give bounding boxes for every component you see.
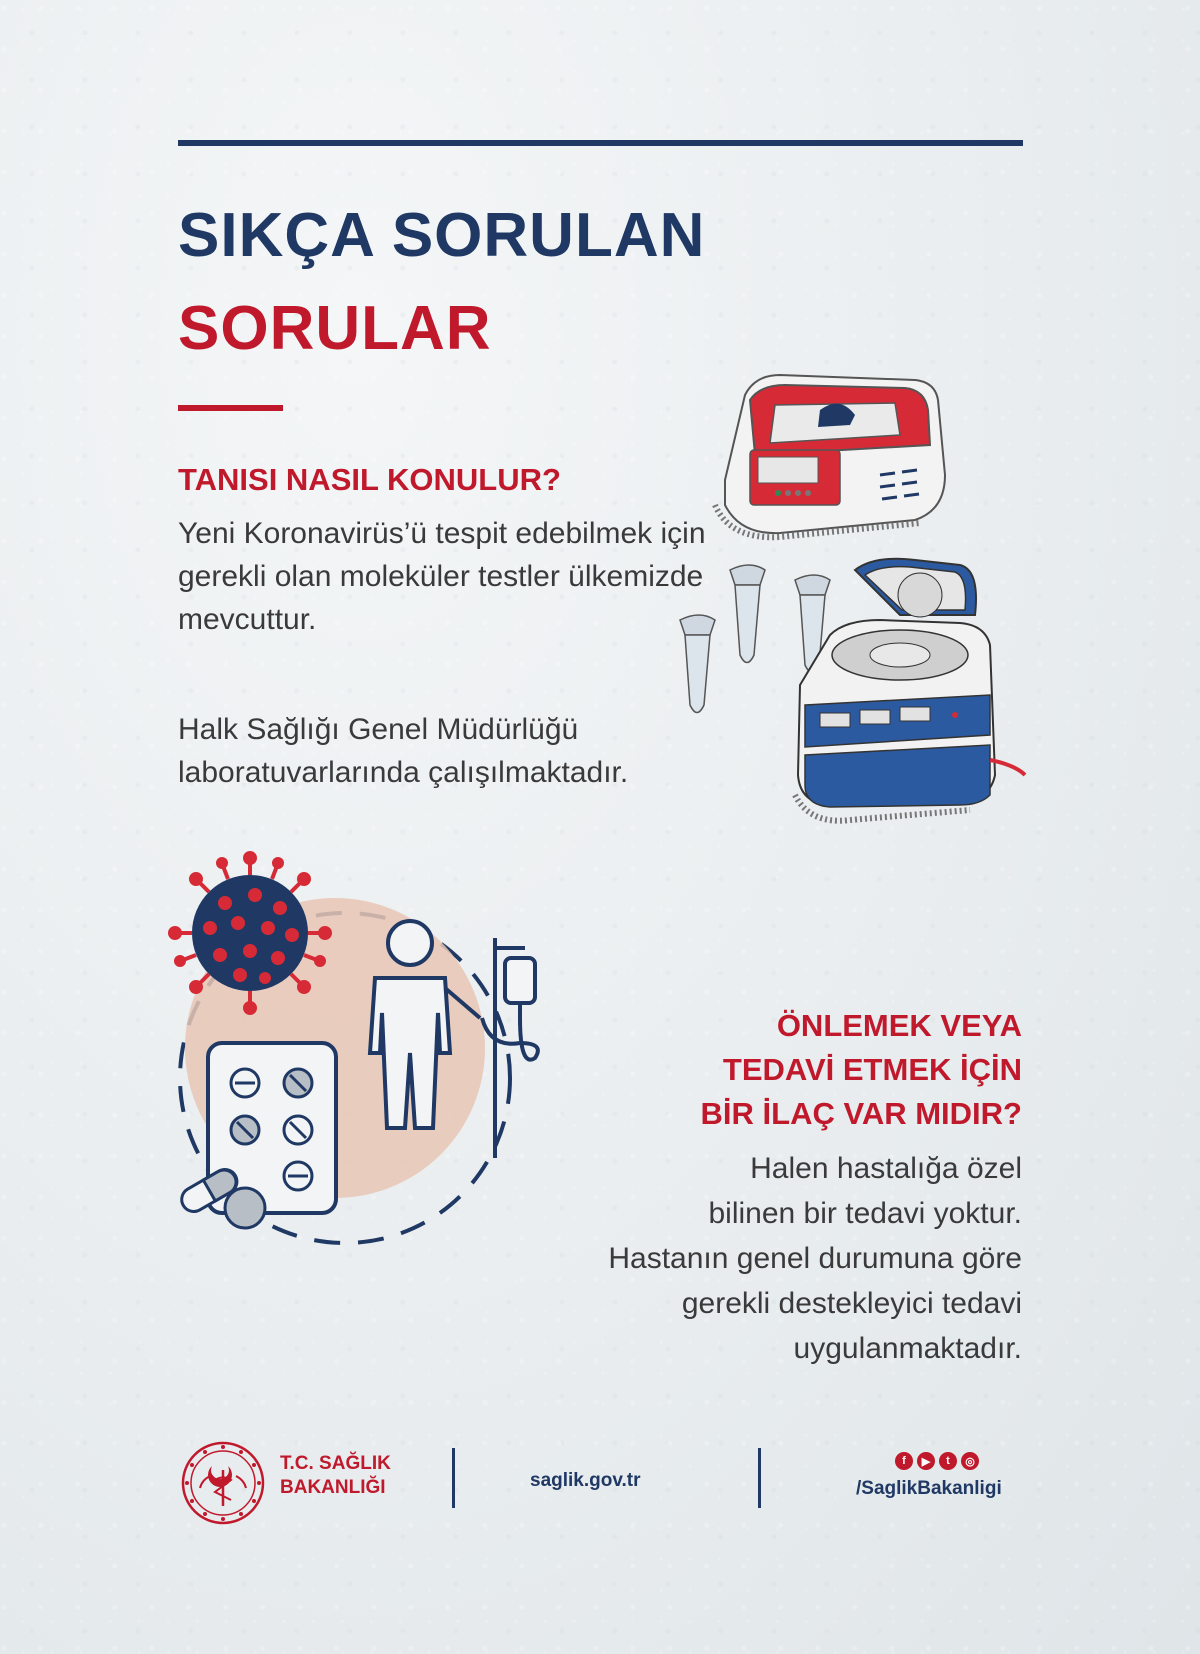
centrifuge-icon <box>795 559 1025 821</box>
ministry-name-line: BAKANLIĞI <box>280 1477 386 1498</box>
social-handle[interactable]: /SaglikBakanligi <box>856 1478 1002 1499</box>
question-2-heading-line: TEDAVİ ETMEK İÇİN <box>722 1052 1022 1087</box>
ministry-emblem-icon <box>180 1440 266 1526</box>
ministry-name-line: T.C. SAĞLIK <box>280 1453 391 1474</box>
question-1-answer: Yeni Koronavirüs’ü tespit edebilmek için gerekli olan moleküler testler ülkemizde mevcuttur. <box>178 517 706 636</box>
lab-equipment-illustration <box>670 355 1070 875</box>
question-2-answer-line: bilinen bir tedavi yoktur. <box>708 1197 1022 1230</box>
question-2-answer-line: Halen hastalığa özel <box>750 1152 1022 1185</box>
question-2-answer-line: gerekli destekleyici tedavi <box>681 1287 1022 1320</box>
question-2-answer-line: uygulanmaktadır. <box>793 1332 1022 1365</box>
social-icons <box>895 1452 979 1470</box>
youtube-icon[interactable]: ▶ <box>917 1452 935 1470</box>
question-2-heading-line: BİR İLAÇ VAR MIDIR? <box>700 1096 1022 1131</box>
virus-icon <box>170 853 330 1013</box>
title-underline <box>178 405 283 411</box>
question-2-answer-line: Hastanın genel durumuna göre <box>608 1242 1022 1275</box>
title-line-1: SIKÇA SORULAN <box>178 201 706 270</box>
title-line-2: SORULAR <box>178 294 492 363</box>
question-2-heading <box>562 1004 1022 1136</box>
website-link[interactable]: saglik.gov.tr <box>530 1470 641 1491</box>
top-rule <box>178 140 1023 146</box>
question-1-answer-2: Halk Sağlığı Genel Müdürlüğü laboratuvarlarında çalışılmaktadır. <box>178 713 629 789</box>
treatment-illustration <box>150 838 560 1298</box>
facebook-icon[interactable]: f <box>895 1452 913 1470</box>
twitter-icon[interactable]: t <box>939 1452 957 1470</box>
instagram-icon[interactable]: ◎ <box>961 1452 979 1470</box>
ministry-name <box>280 1452 391 1500</box>
pcr-machine-icon <box>715 375 945 537</box>
question-2-answer <box>502 1146 1022 1371</box>
iv-drip-icon <box>482 938 538 1158</box>
question-1-heading: TANISI NASIL KONULUR? <box>178 462 561 497</box>
question-2-heading-line: ÖNLEMEK VEYA <box>776 1008 1022 1043</box>
footer-divider <box>758 1448 761 1508</box>
footer-divider <box>452 1448 455 1508</box>
